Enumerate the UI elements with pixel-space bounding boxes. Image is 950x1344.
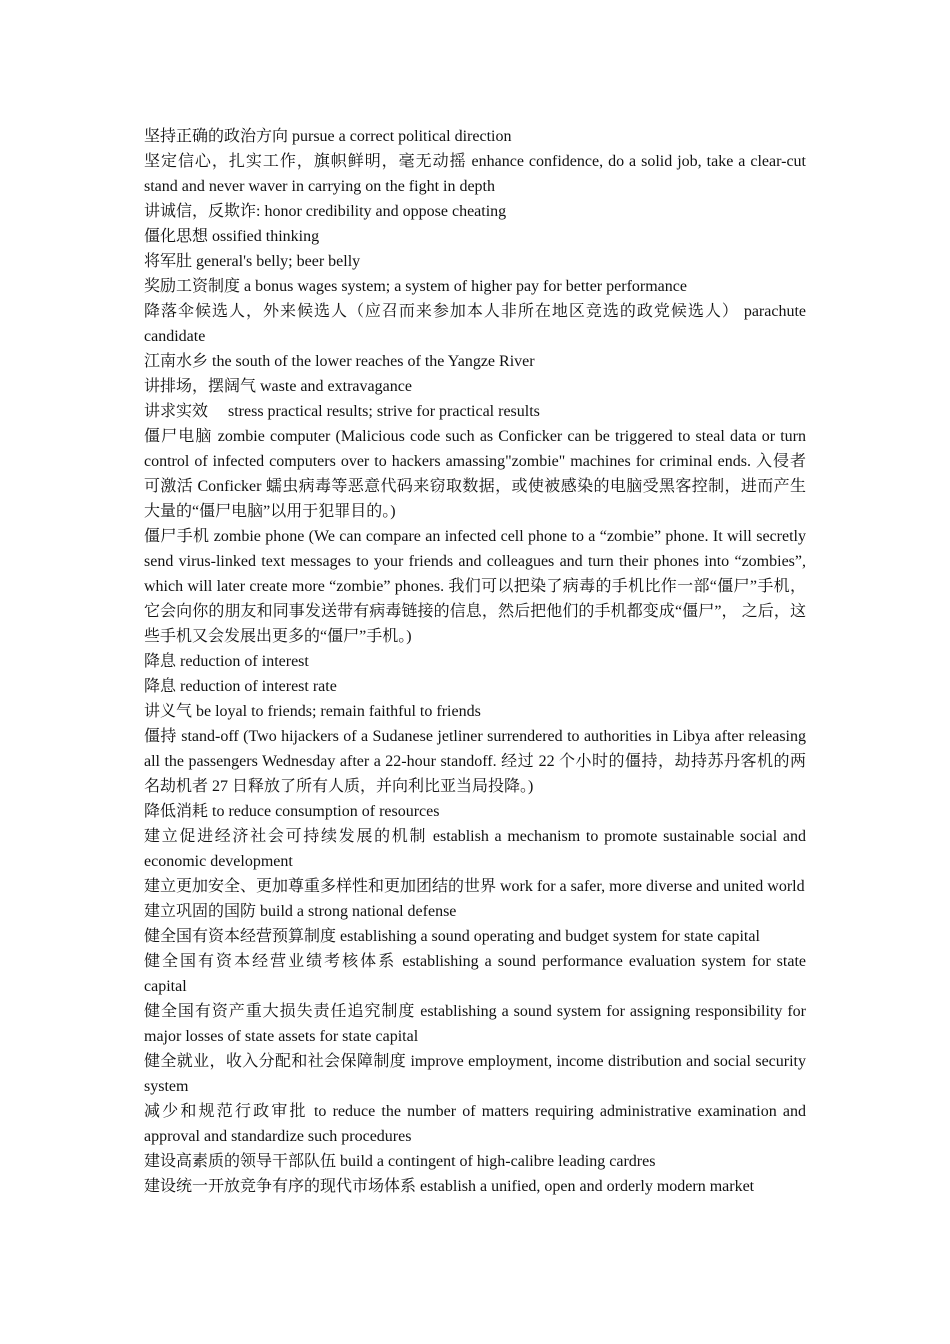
glossary-entry: 建立巩固的国防 build a strong national defense xyxy=(144,903,457,920)
document-page xyxy=(144,124,806,1199)
glossary-entry: 坚定信心，扎实工作，旗帜鲜明，毫无动摇 enhance confidence, do a solid job, take a clear-cut stand and never waver in carrying on the fight in depth xyxy=(144,153,806,195)
glossary-entry: 奖励工资制度 a bonus wages system; a system of higher pay for better performance xyxy=(144,278,687,295)
glossary-entry: 减少和规范行政审批 to reduce the number of matters requiring administrative examination and approval and standardize such procedures xyxy=(144,1103,806,1145)
glossary-entry: 江南水乡 the south of the lower reaches of the Yangze River xyxy=(144,353,535,370)
glossary-entry: 降低消耗 to reduce consumption of resources xyxy=(144,803,440,820)
glossary-entry: 建立更加安全、更加尊重多样性和更加团结的世界 work for a safer, more diverse and united world xyxy=(144,878,805,895)
glossary-entry: 坚持正确的政治方向 pursue a correct political direction xyxy=(144,128,512,145)
glossary-entry: 健全国有资本经营业绩考核体系 establishing a sound performance evaluation system for state capital xyxy=(144,953,806,995)
glossary-entry: 将军肚 general's belly; beer belly xyxy=(144,253,361,270)
glossary-entry: 降落伞候选人，外来候选人（应召而来参加本人非所在地区竞选的政党候选人） parachute candidate xyxy=(144,303,806,345)
glossary-entry: 健全国有资本经营预算制度 establishing a sound operating and budget system for state capital xyxy=(144,928,760,945)
glossary-entry: 僵尸手机 zombie phone (We can compare an infected cell phone to a “zombie” phone. It will secretly send virus-linked text messages to your friends and colleagues and turn their phones into “zombies”, which will later create more “zombie” phones. 我们可以把染了病毒的手机比作一部“僵尸”手机，它会向你的朋友和同事发送带有病毒链接的信息，然后把他们的手机都变成“僵尸”， 之后，这些手机又会发展出更多的“僵尸”手机。) xyxy=(144,528,806,645)
glossary-entry: 讲诚信，反欺诈: honor credibility and oppose cheating xyxy=(144,203,507,220)
glossary-entry: 健全就业，收入分配和社会保障制度 improve employment, income distribution and social security system xyxy=(144,1053,806,1095)
glossary-entry: 建立促进经济社会可持续发展的机制 establish a mechanism to promote sustainable social and economic development xyxy=(144,828,806,870)
glossary-entry: 讲义气 be loyal to friends; remain faithful to friends xyxy=(144,703,481,720)
glossary-entry: 僵尸电脑 zombie computer (Malicious code such as Conficker can be triggered to steal data or turn control of infected computers over to hackers amassing"zombie" machines for criminal ends. 入侵者可激活 Conficker 蠕虫病毒等恶意代码来窃取数据，或使被感染的电脑受黑客控制，进而产生大量的“僵尸电脑”以用于犯罪目的。) xyxy=(144,428,806,520)
glossary-entry: 健全国有资产重大损失责任追究制度 establishing a sound system for assigning responsibility for major losses of state assets for state capital xyxy=(144,1003,806,1045)
glossary-entry: 降息 reduction of interest xyxy=(144,653,309,670)
glossary-entry: 建设统一开放竞争有序的现代市场体系 establish a unified, open and orderly modern market xyxy=(144,1178,755,1195)
glossary-entry: 建设高素质的领导干部队伍 build a contingent of high-calibre leading cardres xyxy=(144,1153,656,1170)
glossary-entry: 降息 reduction of interest rate xyxy=(144,678,337,695)
glossary-entry: 僵持 stand-off (Two hijackers of a Sudanese jetliner surrendered to authorities in Libya after releasing all the passengers Wednesday after a 22-hour standoff. 经过 22 个小时的僵持，劫持苏丹客机的两名劫机者 27 日释放了所有人质，并向利比亚当局投降。) xyxy=(144,728,806,795)
glossary-entry: 讲排场，摆阔气 waste and extravagance xyxy=(144,378,412,395)
glossary-entry: 僵化思想 ossified thinking xyxy=(144,228,320,245)
glossary-entry: 讲求实效 stress practical results; strive for practical results xyxy=(144,403,540,420)
